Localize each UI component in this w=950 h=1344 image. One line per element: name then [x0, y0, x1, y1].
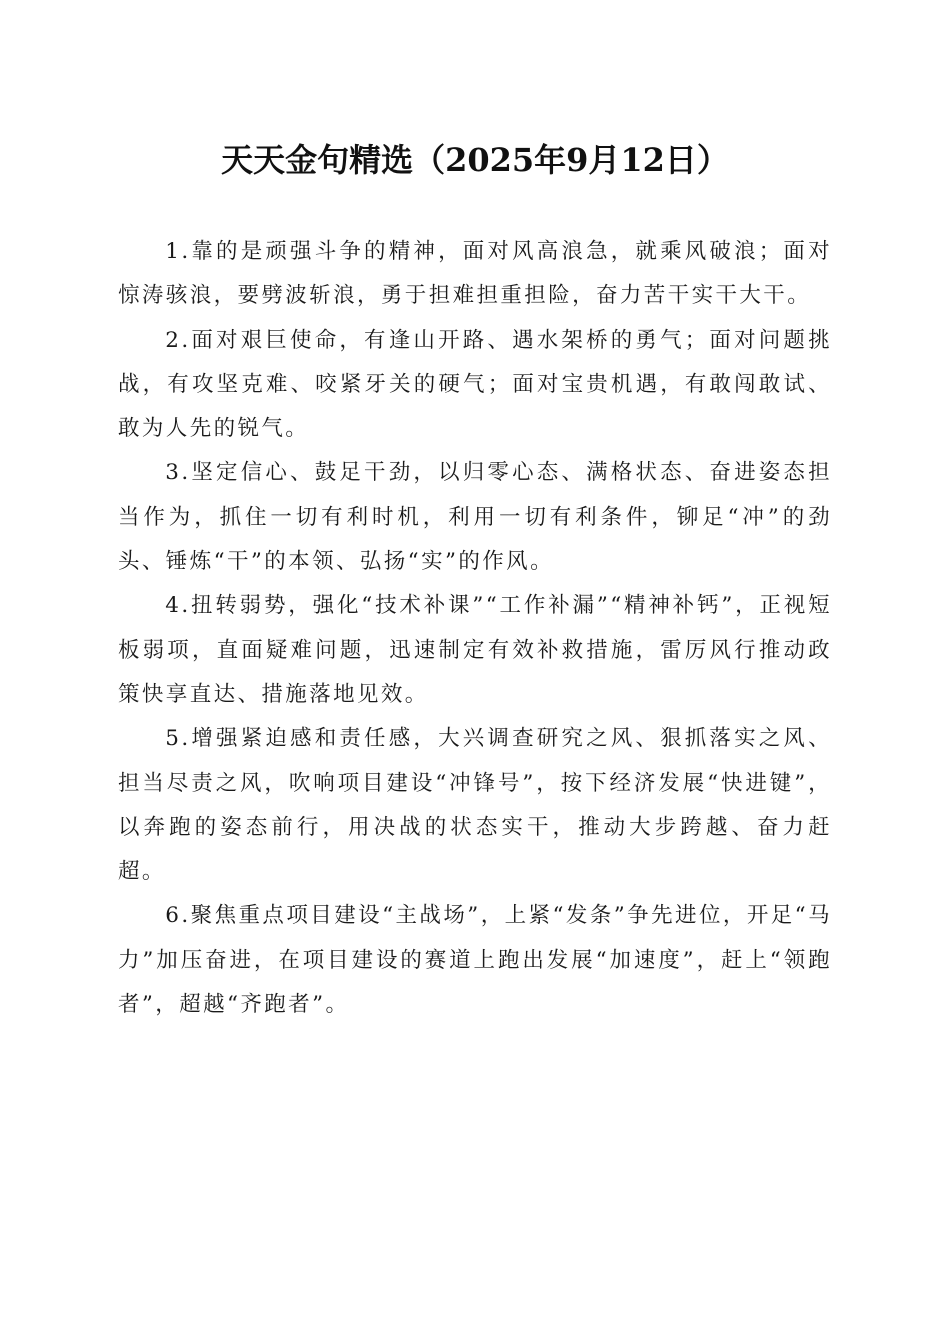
quote-paragraph-4: 4.扭转弱势，强化“技术补课”“工作补漏”“精神补钙”，正视短板弱项，直面疑难问题，迅速制定有效补救措施，雷厉风行推动政策快享直达、措施落地见效。: [118, 593, 832, 707]
quote-paragraph-6: 6.聚焦重点项目建设“主战场”，上紧“发条”争先进位，开足“马力”加压奋进，在项目建设的赛道上跑出发展“加速度”，赶上“领跑者”，超越“齐跑者”。: [118, 903, 832, 1018]
quote-paragraph-5: 5.增强紧迫感和责任感，大兴调查研究之风、狠抓落实之风、担当尽责之风，吹响项目建设“冲锋号”，按下经济发展“快进键”，以奔跑的姿态前行，用决战的状态实干，推动大步跨越、奋力赶超。: [118, 726, 832, 885]
quote-paragraph-3: 3.坚定信心、鼓足干劲，以归零心态、满格状态、奋进姿态担当作为，抓住一切有利时机，利用一切有利条件，铆足“冲”的劲头、锤炼“干”的本领、弘扬“实”的作风。: [118, 460, 832, 575]
document-body: [118, 230, 832, 1027]
quote-paragraph-2: 2.面对艰巨使命，有逢山开路、遇水架桥的勇气；面对问题挑战，有攻坚克难、咬紧牙关的硬气；面对宝贵机遇，有敢闯敢试、敢为人先的锐气。: [118, 327, 832, 442]
quote-paragraph-1: 1.靠的是顽强斗争的精神，面对风高浪急，就乘风破浪；面对惊涛骇浪，要劈波斩浪，勇于担难担重担险，奋力苦干实干大干。: [118, 239, 832, 309]
document-title: 天天金句精选（2025年9月12日）: [221, 141, 729, 179]
